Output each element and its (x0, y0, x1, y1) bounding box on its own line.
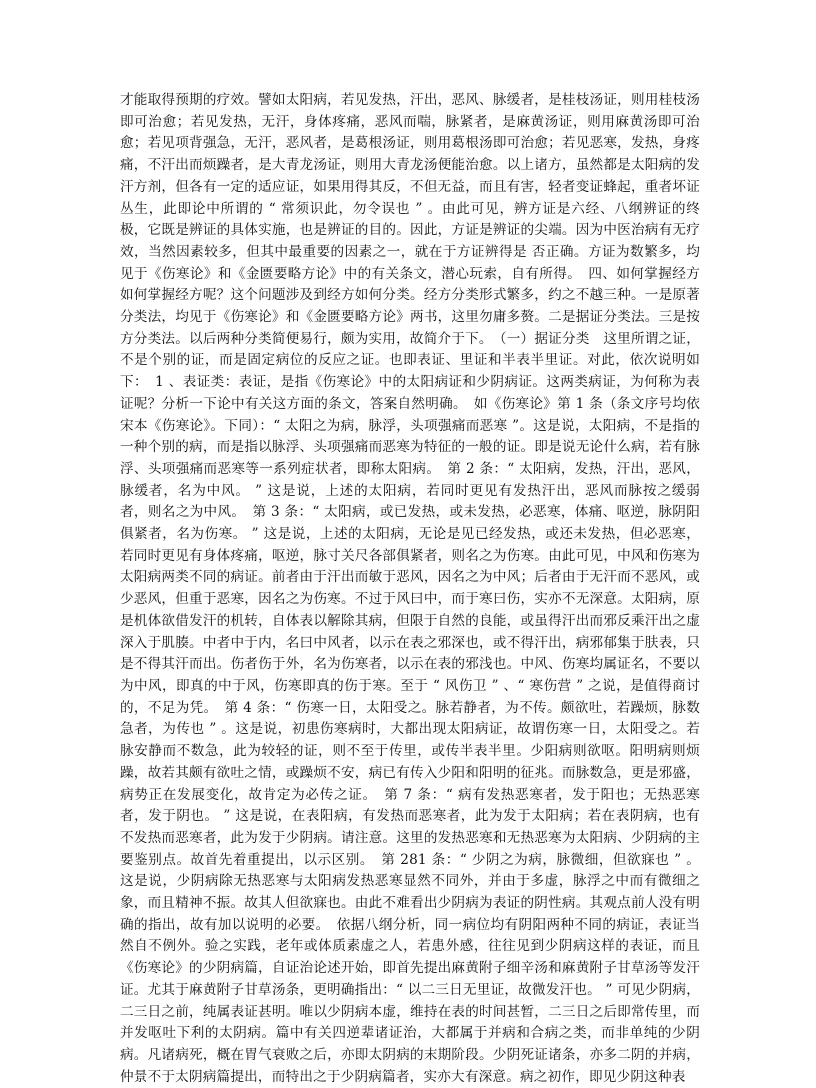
body-paragraph: 才能取得预期的疗效。譬如太阳病，若见发热，汗出，恶风、脉缓者，是桂枝汤证，则用桂枝汤即可治愈；若见发热，无汗，身体疼痛，恶风而喘，脉紧者，是麻黄汤证，则用麻黄汤即可治愈；若见项背强急，无汗，恶风者，是葛根汤证，则用葛根汤即可治愈；若见恶寒，发热，身疼痛，不汗出而烦躁者，是大青龙汤证，则用大青龙汤便能治愈。以上诸方，虽然都是太阳病的发汗方剂，但各有一定的适应证，如果用得其反，不但无益，而且有害，轻者变证蜂起，重者坏证丛生，此即论中所谓的 “ 常须识此，勿令误也 ” 。由此可见，辨方证是六经、八纲辨证的终极，它既是辨证的具体实施，也是辨证的目的。因此，方证是辨证的尖端。因为中医治病有无疗效，当然因素较多，但其中最重要的因素之一，就在于方证辨得是 否正确。方证为数繁多，均见于《伤寒论》和《金匮要略方论》中的有关条文，潜心玩索，自有所得。 四、如何掌握经方 如何掌握经方呢？这个问题涉及到经方如何分类。经方分类形式繁多，约之不越三种。一是原著分类法，均见于《伤寒论》和《金匮要略方论》两书，这里勿庸多赘。二是据证分类法。三是按方分类法。以后两种分类简便易行，颇为实用，故简介于下。 （一）据证分类 这里所谓之证，不是个别的证，而是固定病位的反应之证。也即表证、里证和半表半里证。对此，依次说明如下： 1 、表证类：表证，是指《伤寒论》中的太阳病证和少阴病证。这两类病证，为何称为表证呢？分析一下论中有关这方面的条文，答案自然明确。 如《伤寒论》第 1 条（条文序号均依宋本《伤寒论》。下同）：“ 太阳之为病，脉浮，头项强痛而恶寒 ”。这是说，太阳病，不是指的一种个别的病，而是指以脉浮、头项强痛而恶寒为特征的一般的证。即是说无论什么病，若有脉浮、头项强痛而恶寒等一系列症状者，即称太阳病。 第 2 条：“ 太阳病，发热，汗出，恶风，脉缓者，名为中风。 ” 这是说，上述的太阳病，若同时更见有发热汗出，恶风而脉按之缓弱者，则名之为中风。 第 3 条：“ 太阳病，或已发热，或未发热，必恶寒，体痛、呕逆，脉阴阳俱紧者，名为伤寒。 ” 这是说，上述的太阳病，无论是见已经发热，或还未发热，但必恶寒，若同时更见有身体疼痛，呕逆，脉寸关尺各部俱紧者，则名之为伤寒。由此可见，中风和伤寒为太阳病两类不同的病证。前者由于汗出而敏于恶风，因名之为中风；后者由于无汗而不恶风，或少恶风，但重于恶寒，因名之为伤寒。不过于风曰中，而于寒曰伤，实亦不无深意。太阳病，原是机体欲借发汗的机转，自体表以解除其病，但限于自然的良能，或虽得汗出而邪反乘汗出之虚深入于肌腠。中者中于内，名曰中风者，以示在表之邪深也，或不得汗出，病邪郁集于肤表，只是不得其汗而出。伤者伤于外，名为伤寒者，以示在表的邪浅也。中风、伤寒均属证名，不要以为中风，即真的中于风，伤寒即真的伤于寒。至于 “ 风伤卫 ” 、“ 寒伤营 ” 之说，是值得商讨的，不足为凭。 第 4 条：“ 伤寒一日，太阳受之。脉若静者，为不传。颇欲吐，若躁烦，脉数急者，为传也 ” 。这是说，初患伤寒病时，大都出现太阳病证，故谓伤寒一日，太阳受之。若脉安静而不数急，此为较轻的证，则不至于传里，或传半表半里。少阳病则欲呕。阳明病则烦躁，故若其颇有欲吐之情，或躁烦不安，病已有传入少阳和阳明的征兆。而脉数急，更是邪盛，病势正在发展变化，故肯定为必传之证。 第 7 条：“ 病有发热恶寒者，发于阳也；无热恶寒者，发于阴也。 ” 这是说，在表阳病，有发热而恶寒者，此为发于太阳病；若在表阴病，也有不发热而恶寒者，此为发于少阴病。请注意。这里的发热恶寒和无热恶寒为太阳病、少阴病的主要鉴别点。故首先着重提出，以示区别。 第 281 条：“ 少阴之为病，脉微细，但欲寐也 ” 。这是说，少阴病除无热恶寒与太阳病发热恶寒显然不同外，并由于多虚，脉浮之中而有微细之象，而且精神不振。故其人但欲寐也。由此不难看出少阴病为表证的阴性病。其观点前人没有明确的指出，故有加以说明的必要。 依据八纲分析，同一病位均有阴阳两种不同的病证，表证当然自不例外。验之实践，老年或体质素虚之人，若患外感，往往见到少阴病这样的表证，而且《伤寒论》的少阴病篇，自证治论述开始，即首先提出麻黄附子细辛汤和麻黄附子甘草汤等发汗证。尤其于麻黄附子甘草汤条，更明确指出：“ 以二三日无里证，故微发汗也。 ” 可见少阴病，二三日之前，纯属表证甚明。唯以少阴病本虚，维持在表的时间甚暂，二三日之后即常传里，而并发呕吐下利的太阴病。篇中有关四逆辈诸证治，大都属于并病和合病之类，而非单纯的少阴病。凡诸病死，概在胃气衰败之后，亦即太阴病的末期阶段。少阴死证诸条，亦多二阴的并病，仲景不于太阴病篇提出，而特出之于少阴病篇者，实亦大有深意。病之初作，即见少阴这种表 (120, 92, 714, 1085)
document-page (120, 90, 714, 1088)
